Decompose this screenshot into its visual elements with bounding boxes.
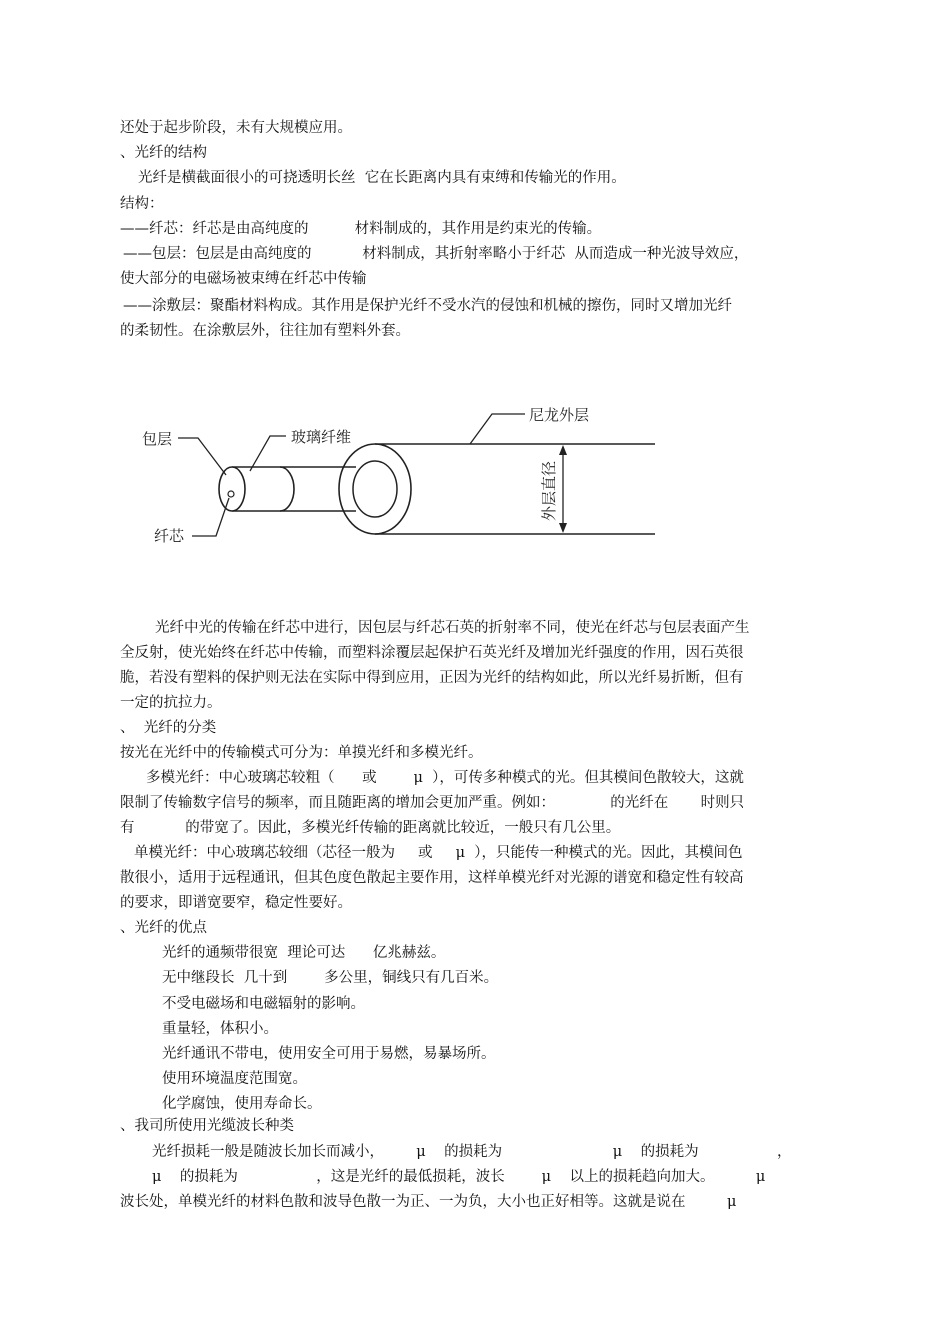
text-line: 、光纤的结构 — [120, 145, 207, 161]
text-line: 还处于起步阶段，未有大规模应用。 — [120, 120, 352, 136]
text-line: 重量轻，体积小。 — [162, 1021, 278, 1037]
glass-fiber-leader — [250, 436, 286, 471]
text-line: 不受电磁场和电磁辐射的影响。 — [162, 996, 365, 1012]
fiber-structure-diagram — [120, 395, 660, 565]
text-line: 的柔韧性。在涂敷层外，往往加有塑料外套。 — [120, 323, 410, 339]
nylon-leader — [470, 414, 525, 444]
dimension-arrow-bottom — [559, 523, 567, 533]
dimension-arrow-top — [559, 445, 567, 455]
text-line: 有 的带宽了。因此，多模光纤传输的距离就比较近，一般只有几公里。 — [120, 820, 621, 836]
text-line: 、我司所使用光缆波长种类 — [120, 1118, 294, 1134]
text-line: 脆，若没有塑料的保护则无法在实际中得到应用，正因为光纤的结构如此，所以光纤易折断，但有 — [120, 670, 744, 686]
text-line: 散很小，适用于远程通讯，但其色度色散起主要作用，这样单模光纤对光源的谱宽和稳定性有较高 — [120, 870, 744, 886]
text-line: ——包层：包层是由高纯度的 材料制成，其折射率略小于纤芯 从而造成一种光波导效应， — [123, 246, 749, 262]
text-line: 光纤中光的传输在纤芯中进行，因包层与纤芯石英的折射率不同，使光在纤芯与包层表面产生 — [155, 620, 750, 636]
text-line: 多模光纤：中心玻璃芯较粗（ 或 μ ），可传多种模式的光。但其模间色散较大，这就 — [146, 770, 744, 786]
jacket-outer-circle — [339, 444, 411, 534]
text-line: 全反射，使光始终在纤芯中传输，而塑料涂覆层起保护石英光纤及增加光纤强度的作用，因石英很 — [120, 645, 744, 661]
text-line: 使用环境温度范围宽。 — [162, 1071, 307, 1087]
outer-diameter-label: 外层直径 — [540, 460, 558, 521]
text-line: 、 光纤的分类 — [120, 720, 217, 736]
text-line: 光纤是横截面很小的可挠透明长丝 它在长距离内具有束缚和传输光的作用。 — [138, 170, 626, 186]
core-label: 纤芯 — [154, 527, 185, 545]
text-line: 按光在光纤中的传输模式可分为：单摸光纤和多模光纤。 — [120, 745, 483, 761]
text-line: 无中继段长 几十到 多公里，铜线只有几百米。 — [162, 970, 499, 986]
text-line: 结构： — [120, 196, 164, 212]
cladding-leader — [178, 438, 226, 475]
text-line: 化学腐蚀，使用寿命长。 — [162, 1096, 322, 1112]
cladding-label: 包层 — [142, 430, 173, 448]
text-line: 限制了传输数字信号的频率，而且随距离的增加会更加严重。例如： 的光纤在 时则只 — [120, 795, 745, 811]
text-line: 、光纤的优点 — [120, 920, 207, 936]
text-line: μ 的损耗为 ，这是光纤的最低损耗，波长 μ 以上的损耗趋向加大。 μ — [152, 1169, 766, 1185]
text-line: 使大部分的电磁场被束缚在纤芯中传输 — [120, 271, 367, 287]
text-line: 光纤的通频带很宽 理论可达 亿兆赫兹。 — [162, 945, 446, 961]
cladding-end-face — [219, 467, 245, 511]
text-line: 的要求，即谱宽要窄，稳定性要好。 — [120, 895, 352, 911]
text-line: ——涂敷层：聚酯材料构成。其作用是保护光纤不受水汽的侵蚀和机械的擦伤，同时又增加光纤 — [123, 298, 732, 314]
text-line: 波长处，单模光纤的材料色散和波导色散一为正、一为负，大小也正好相等。这就是说在 μ — [120, 1194, 737, 1210]
text-line: 单模光纤：中心玻璃芯较细（芯径一般为 或 μ ），只能传一种模式的光。因此，其模间色 — [134, 845, 743, 861]
text-line: 光纤通讯不带电，使用安全可用于易燃，易暴场所。 — [162, 1046, 496, 1062]
text-line: 一定的抗拉力。 — [120, 695, 222, 711]
nylon-jacket-label: 尼龙外层 — [529, 406, 590, 424]
text-line: 光纤损耗一般是随波长加长而减小， μ 的损耗为 μ 的损耗为 ， — [152, 1144, 792, 1160]
text-line: ——纤芯：纤芯是由高纯度的 材料制成的，其作用是约束光的传输。 — [120, 221, 602, 237]
glass-fiber-label: 玻璃纤维 — [291, 428, 352, 446]
